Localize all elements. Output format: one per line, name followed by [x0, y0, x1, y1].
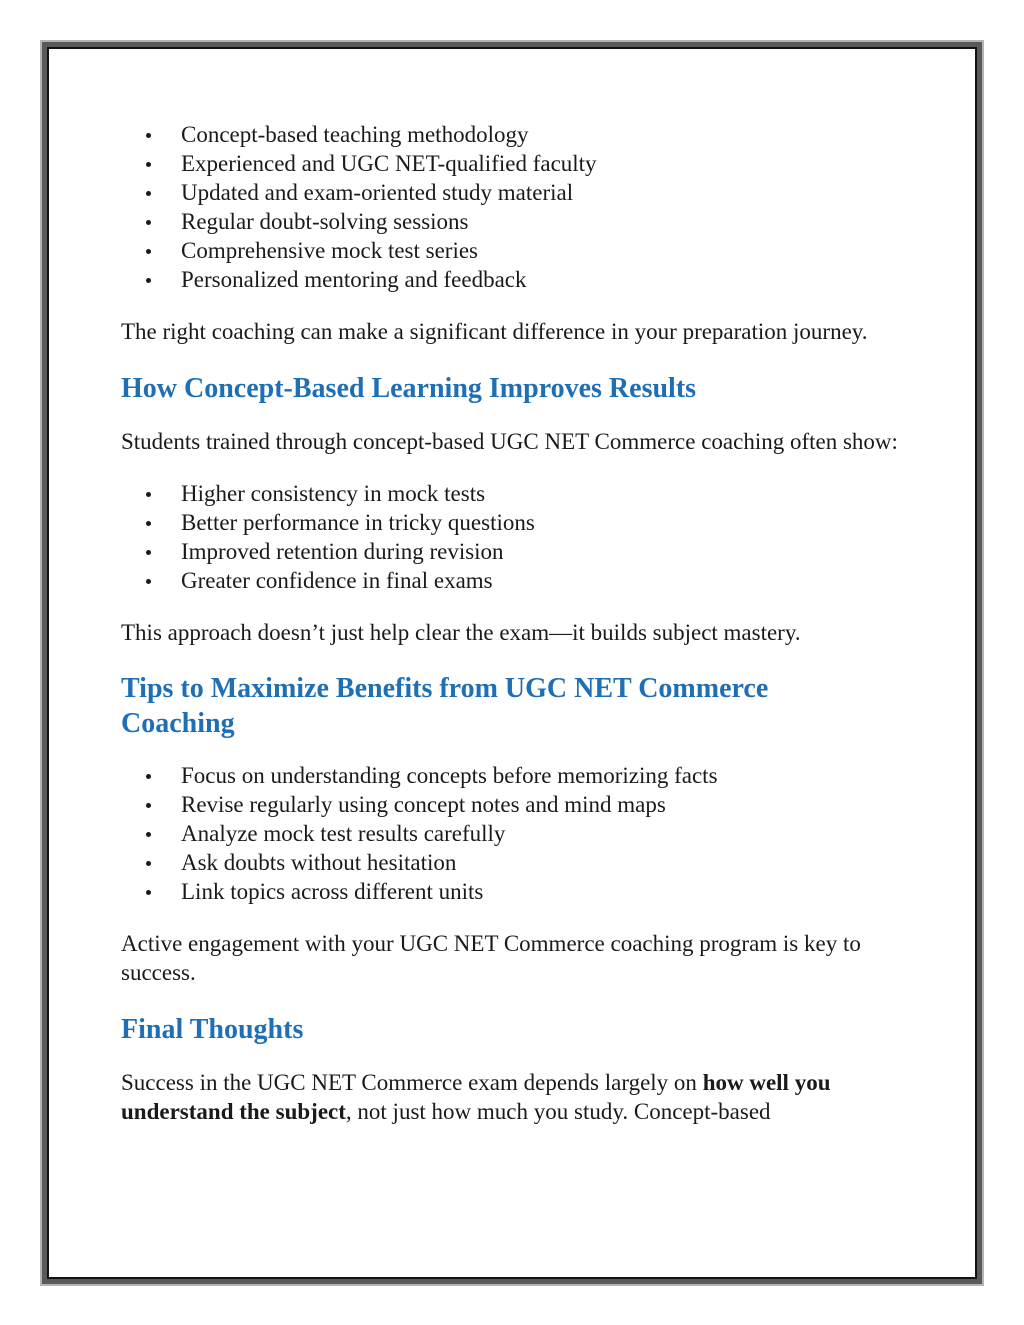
- bullet-icon: [146, 191, 151, 196]
- list-item: [121, 790, 911, 819]
- bullet-icon: [146, 249, 151, 254]
- list-item-text: Higher consistency in mock tests: [181, 481, 486, 506]
- list-item: [121, 149, 911, 178]
- list-item: [121, 120, 911, 149]
- list-item-text: Improved retention during revision: [181, 539, 504, 564]
- heading-concept-based-learning: How Concept-Based Learning Improves Results: [121, 373, 697, 404]
- list-item: [121, 848, 911, 877]
- list-item-text: Greater confidence in final exams: [181, 568, 493, 593]
- list-item: [121, 761, 911, 790]
- list-item: [121, 178, 911, 207]
- list-item-text: Ask doubts without hesitation: [181, 850, 457, 875]
- list-item: [121, 207, 911, 236]
- bullet-icon: [146, 133, 151, 138]
- document-content: [121, 120, 911, 1126]
- bullet-icon: [146, 579, 151, 584]
- paragraph-students-trained: Students trained through concept-based UGC NET Commerce coaching often show:: [121, 429, 898, 454]
- paragraph-active-engagement: Active engagement with your UGC NET Commerce coaching program is key to success.: [121, 931, 861, 985]
- results-list: [121, 479, 911, 595]
- bullet-icon: [146, 550, 151, 555]
- list-item: [121, 877, 911, 906]
- bullet-icon: [146, 803, 151, 808]
- list-item: [121, 508, 911, 537]
- tips-list: [121, 761, 911, 906]
- list-item-text: Focus on understanding concepts before memorizing facts: [181, 763, 718, 788]
- paragraph-approach: This approach doesn’t just help clear the exam—it builds subject mastery.: [121, 620, 801, 645]
- bullet-icon: [146, 832, 151, 837]
- list-item-text: Regular doubt-solving sessions: [181, 209, 469, 234]
- paragraph-coaching-difference: The right coaching can make a significant difference in your preparation journey.: [121, 319, 868, 344]
- features-list: [121, 120, 911, 294]
- list-item: [121, 537, 911, 566]
- heading-tips: Tips to Maximize Benefits from UGC NET Commerce Coaching: [121, 673, 769, 739]
- list-item-text: Link topics across different units: [181, 879, 484, 904]
- list-item: [121, 236, 911, 265]
- paragraph-success: [121, 1068, 911, 1126]
- list-item-text: Personalized mentoring and feedback: [181, 267, 527, 292]
- paragraph-success-tail: , not just how much you study. Concept-based: [345, 1099, 771, 1124]
- bullet-icon: [146, 220, 151, 225]
- list-item: [121, 819, 911, 848]
- bullet-icon: [146, 890, 151, 895]
- list-item: [121, 265, 911, 294]
- bullet-icon: [146, 861, 151, 866]
- list-item-text: Revise regularly using concept notes and mind maps: [181, 792, 666, 817]
- list-item-text: Updated and exam-oriented study material: [181, 180, 574, 205]
- list-item-text: Analyze mock test results carefully: [181, 821, 506, 846]
- list-item: [121, 566, 911, 595]
- list-item-text: Better performance in tricky questions: [181, 510, 535, 535]
- list-item-text: Concept-based teaching methodology: [181, 122, 529, 147]
- bullet-icon: [146, 774, 151, 779]
- bullet-icon: [146, 521, 151, 526]
- list-item-text: Experienced and UGC NET-qualified faculty: [181, 151, 597, 176]
- paragraph-success-text: Success in the UGC NET Commerce exam depends largely on: [121, 1070, 703, 1095]
- list-item-text: Comprehensive mock test series: [181, 238, 479, 263]
- bullet-icon: [146, 492, 151, 497]
- bullet-icon: [146, 162, 151, 167]
- paragraph-success-bold: how well you understand the subject: [121, 1070, 831, 1124]
- heading-final-thoughts: Final Thoughts: [121, 1014, 304, 1045]
- bullet-icon: [146, 278, 151, 283]
- list-item: [121, 479, 911, 508]
